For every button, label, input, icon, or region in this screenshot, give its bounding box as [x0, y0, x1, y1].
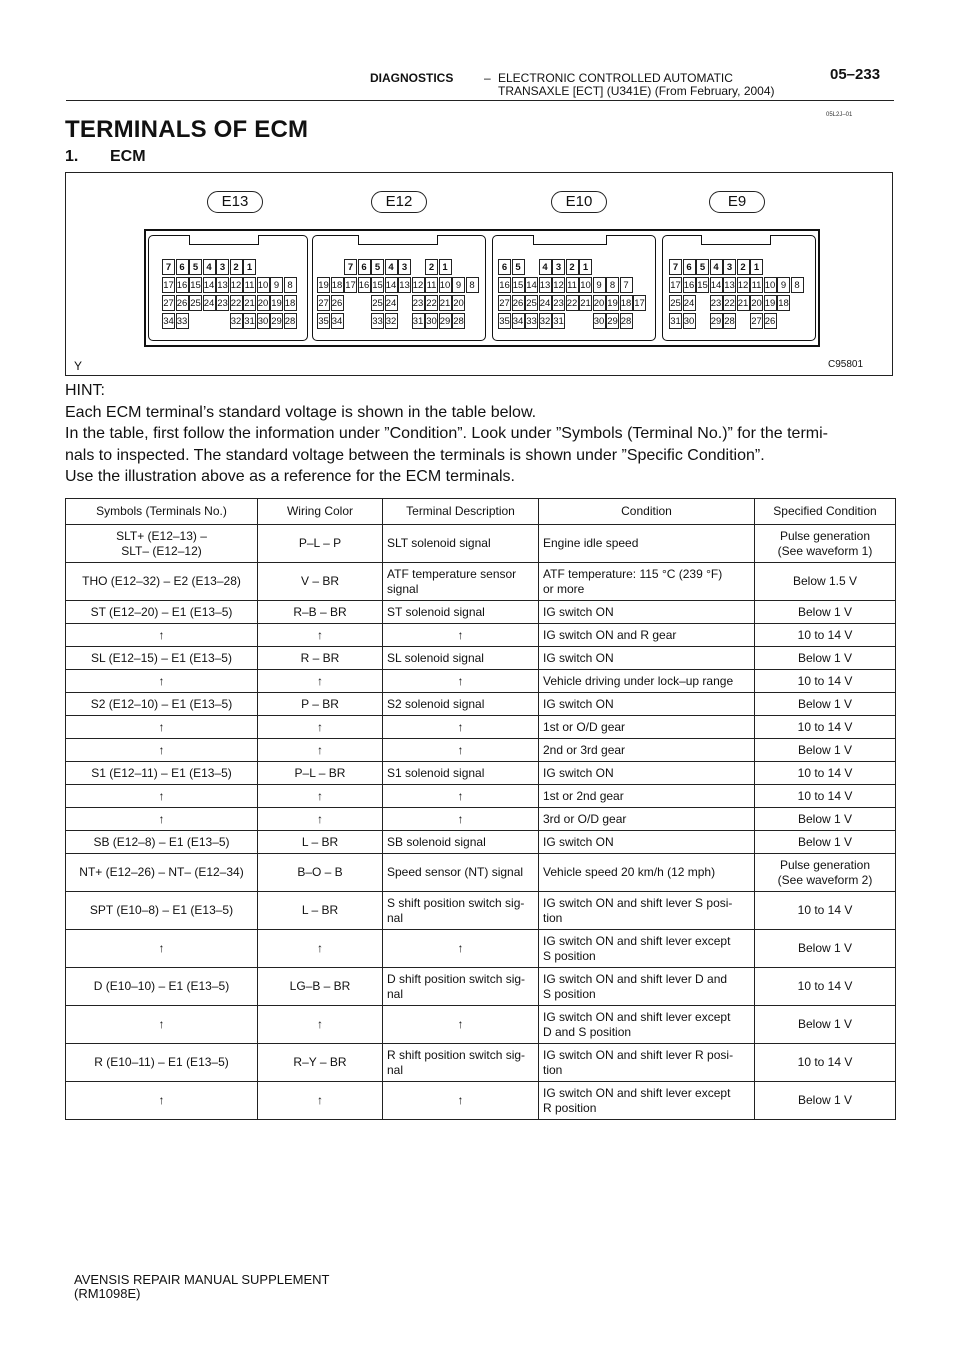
- pin-cell: 1: [750, 259, 763, 275]
- cell-condition: IG switch ON and R gear: [539, 624, 755, 647]
- cell-specified-condition: Below 1 V: [755, 930, 896, 968]
- table-row: [66, 693, 896, 716]
- pin-cell: 32: [539, 313, 552, 329]
- header-dash: –: [484, 71, 491, 85]
- cell-wiring-color: ↑: [258, 785, 383, 808]
- pin-cell: 23: [412, 295, 425, 311]
- cell-wiring-color: R–Y – BR: [258, 1044, 383, 1082]
- pin-cell: 16: [176, 277, 189, 293]
- pin-cell: 20: [257, 295, 270, 311]
- table-row: [66, 601, 896, 624]
- pin-cell: 16: [358, 277, 371, 293]
- connector-latch: [533, 235, 607, 245]
- cell-terminal-description: ↑: [383, 670, 539, 693]
- pin-cell: 2: [425, 259, 438, 275]
- cell-symbols: NT+ (E12–26) – NT– (E12–34): [66, 854, 258, 892]
- pin-cell: 27: [317, 295, 330, 311]
- pin-cell: 23: [710, 295, 723, 311]
- pin-cell: 29: [439, 313, 452, 329]
- hint-line: nals to inspected. The standard voltage between the terminals is shown under ”Specific Condition”.: [65, 446, 765, 464]
- pin-cell: 4: [710, 259, 723, 275]
- cell-specified-condition: 10 to 14 V: [755, 785, 896, 808]
- pin-cell: 35: [498, 313, 511, 329]
- cell-specified-condition: Below 1 V: [755, 739, 896, 762]
- pin-cell: 13: [398, 277, 411, 293]
- pin-cell: 11: [243, 277, 256, 293]
- pin-cell: 34: [512, 313, 525, 329]
- table-row: [66, 739, 896, 762]
- pin-cell: 2: [737, 259, 750, 275]
- pin-cell: 20: [750, 295, 763, 311]
- pin-cell: 21: [439, 295, 452, 311]
- cell-terminal-description: SB solenoid signal: [383, 831, 539, 854]
- pin-cell: 8: [791, 277, 804, 293]
- table-row: [66, 762, 896, 785]
- cell-symbols: SB (E12–8) – E1 (E13–5): [66, 831, 258, 854]
- cell-specified-condition: 10 to 14 V: [755, 624, 896, 647]
- cell-condition: IG switch ON and shift lever S posi- tion: [539, 892, 755, 930]
- pin-cell: 32: [385, 313, 398, 329]
- connector-label-e10: E10: [551, 191, 607, 213]
- pin-cell: 17: [344, 277, 357, 293]
- cell-symbols: R (E10–11) – E1 (E13–5): [66, 1044, 258, 1082]
- pin-cell: 21: [737, 295, 750, 311]
- hint-line: Each ECM terminal’s standard voltage is shown in the table below.: [65, 403, 537, 421]
- cell-terminal-description: R shift position switch sig- nal: [383, 1044, 539, 1082]
- cell-condition: IG switch ON and shift lever except D and S position: [539, 1006, 755, 1044]
- pin-cell: 18: [284, 295, 297, 311]
- cell-condition: IG switch ON and shift lever R posi- tion: [539, 1044, 755, 1082]
- footer-manual-title: AVENSIS REPAIR MANUAL SUPPLEMENT: [74, 1272, 330, 1287]
- cell-specified-condition: Below 1 V: [755, 1082, 896, 1120]
- cell-specified-condition: 10 to 14 V: [755, 670, 896, 693]
- hint-line: In the table, first follow the information under ”Condition”. Look under ”Symbols (Terminal No.)” for the termi-: [65, 425, 828, 442]
- cell-terminal-description: SL solenoid signal: [383, 647, 539, 670]
- cell-condition: 1st or O/D gear: [539, 716, 755, 739]
- table-row: [66, 892, 896, 930]
- pin-cell: 34: [162, 313, 175, 329]
- pin-cell: 14: [525, 277, 538, 293]
- pin-cell: 22: [425, 295, 438, 311]
- cell-terminal-description: S1 solenoid signal: [383, 762, 539, 785]
- table-row: [66, 647, 896, 670]
- cell-wiring-color: ↑: [258, 670, 383, 693]
- pin-cell: 26: [331, 295, 344, 311]
- page-number: 05–233: [830, 66, 881, 83]
- pin-cell: 33: [525, 313, 538, 329]
- subsection-number: 1.: [65, 148, 79, 165]
- cell-terminal-description: D shift position switch sig- nal: [383, 968, 539, 1006]
- cell-symbols: ↑: [66, 670, 258, 693]
- pin-cell: 7: [669, 259, 682, 275]
- hint-label: HINT:: [65, 382, 105, 399]
- pin-cell: 3: [723, 259, 736, 275]
- pin-cell: 19: [764, 295, 777, 311]
- figure-corner-label: Y: [74, 359, 83, 373]
- pin-cell: 18: [777, 295, 790, 311]
- pin-cell: 3: [398, 259, 411, 275]
- pin-cell: 17: [669, 277, 682, 293]
- column-header-symbols: Symbols (Terminals No.): [66, 499, 258, 525]
- page-title: TERMINALS OF ECM: [65, 116, 309, 143]
- cell-condition: Vehicle driving under lock–up range: [539, 670, 755, 693]
- pin-cell: 30: [593, 313, 606, 329]
- cell-condition: 1st or 2nd gear: [539, 785, 755, 808]
- pin-cell: 24: [539, 295, 552, 311]
- table-row: [66, 525, 896, 563]
- cell-symbols: ST (E12–20) – E1 (E13–5): [66, 601, 258, 624]
- cell-wiring-color: P–L – P: [258, 525, 383, 563]
- connector-label-e12: E12: [371, 191, 427, 213]
- table-body: [66, 525, 896, 1120]
- pin-cell: 12: [737, 277, 750, 293]
- pin-cell: 8: [284, 277, 297, 293]
- cell-terminal-description: ↑: [383, 808, 539, 831]
- cell-symbols: ↑: [66, 739, 258, 762]
- cell-specified-condition: 10 to 14 V: [755, 716, 896, 739]
- subsection-label: ECM: [110, 148, 146, 165]
- pin-cell: 24: [203, 295, 216, 311]
- pin-cell: 16: [498, 277, 511, 293]
- cell-wiring-color: ↑: [258, 808, 383, 831]
- pin-cell: 24: [385, 295, 398, 311]
- column-header-terminal-description: Terminal Description: [383, 499, 539, 525]
- pin-cell: 25: [189, 295, 202, 311]
- pin-cell: 5: [696, 259, 709, 275]
- pin-cell: 9: [452, 277, 465, 293]
- pin-cell: 19: [606, 295, 619, 311]
- pin-cell: 21: [579, 295, 592, 311]
- cell-symbols: ↑: [66, 1082, 258, 1120]
- cell-symbols: SL (E12–15) – E1 (E13–5): [66, 647, 258, 670]
- pin-cell: 1: [243, 259, 256, 275]
- pin-cell: 7: [620, 277, 633, 293]
- cell-symbols: D (E10–10) – E1 (E13–5): [66, 968, 258, 1006]
- cell-terminal-description: ↑: [383, 1006, 539, 1044]
- table-row: [66, 1082, 896, 1120]
- cell-symbols: SPT (E10–8) – E1 (E13–5): [66, 892, 258, 930]
- cell-wiring-color: ↑: [258, 1006, 383, 1044]
- pin-cell: 6: [358, 259, 371, 275]
- figure-code: C95801: [828, 359, 864, 370]
- pin-cell: 16: [683, 277, 696, 293]
- cell-condition: IG switch ON: [539, 762, 755, 785]
- cell-symbols: ↑: [66, 785, 258, 808]
- connector-label-e13: E13: [207, 191, 263, 213]
- pin-cell: 6: [176, 259, 189, 275]
- pin-cell: 2: [230, 259, 243, 275]
- reference-code: 05L2J–01: [826, 112, 853, 118]
- cell-terminal-description: ↑: [383, 785, 539, 808]
- pin-cell: 22: [723, 295, 736, 311]
- table-row: [66, 1006, 896, 1044]
- pin-cell: 23: [216, 295, 229, 311]
- pin-cell: 7: [162, 259, 175, 275]
- pin-cell: 15: [512, 277, 525, 293]
- hint-line: Use the illustration above as a reference for the ECM terminals.: [65, 468, 515, 485]
- header-title-line2: TRANSAXLE [ECT] (U341E) (From February, 2004): [498, 84, 775, 98]
- pin-cell: 26: [176, 295, 189, 311]
- cell-symbols: SLT+ (E12–13) – SLT– (E12–12): [66, 525, 258, 563]
- pin-cell: 28: [452, 313, 465, 329]
- pin-cell: 12: [412, 277, 425, 293]
- cell-specified-condition: Below 1 V: [755, 1006, 896, 1044]
- pin-cell: 9: [270, 277, 283, 293]
- pin-cell: 6: [683, 259, 696, 275]
- pin-cell: 27: [162, 295, 175, 311]
- cell-condition: IG switch ON: [539, 601, 755, 624]
- connector-latch: [701, 235, 771, 245]
- pin-cell: 1: [439, 259, 452, 275]
- pin-cell: 23: [552, 295, 565, 311]
- pin-cell: 14: [203, 277, 216, 293]
- cell-specified-condition: Below 1.5 V: [755, 563, 896, 601]
- pin-cell: 1: [579, 259, 592, 275]
- subsection-heading: [65, 148, 146, 166]
- cell-condition: IG switch ON: [539, 647, 755, 670]
- cell-terminal-description: SLT solenoid signal: [383, 525, 539, 563]
- column-header-specified-condition: Specified Condition: [755, 499, 896, 525]
- pin-cell: 14: [710, 277, 723, 293]
- pin-cell: 28: [284, 313, 297, 329]
- cell-terminal-description: ↑: [383, 930, 539, 968]
- connector-label-e9: E9: [709, 191, 765, 213]
- pin-cell: 12: [230, 277, 243, 293]
- hint-block: [65, 380, 905, 488]
- pin-cell: 7: [344, 259, 357, 275]
- pin-cell: 28: [620, 313, 633, 329]
- cell-wiring-color: L – BR: [258, 892, 383, 930]
- pin-cell: 9: [777, 277, 790, 293]
- pin-cell: 31: [412, 313, 425, 329]
- pin-cell: 19: [270, 295, 283, 311]
- header-title-line1: ELECTRONIC CONTROLLED AUTOMATIC: [498, 71, 733, 85]
- pin-cell: 27: [498, 295, 511, 311]
- ecm-connector-figure: [65, 172, 893, 376]
- pin-cell: 32: [230, 313, 243, 329]
- cell-specified-condition: 10 to 14 V: [755, 968, 896, 1006]
- cell-condition: Vehicle speed 20 km/h (12 mph): [539, 854, 755, 892]
- table-row: [66, 930, 896, 968]
- cell-terminal-description: ST solenoid signal: [383, 601, 539, 624]
- cell-terminal-description: ATF temperature sensor signal: [383, 563, 539, 601]
- header-rule: [66, 100, 894, 101]
- cell-condition: IG switch ON: [539, 831, 755, 854]
- pin-cell: 21: [243, 295, 256, 311]
- cell-terminal-description: ↑: [383, 1082, 539, 1120]
- cell-specified-condition: 10 to 14 V: [755, 762, 896, 785]
- cell-symbols: ↑: [66, 930, 258, 968]
- pin-cell: 27: [750, 313, 763, 329]
- pin-cell: 4: [385, 259, 398, 275]
- cell-specified-condition: Below 1 V: [755, 601, 896, 624]
- cell-specified-condition: Pulse generation (See waveform 2): [755, 854, 896, 892]
- pin-cell: 17: [633, 295, 646, 311]
- cell-symbols: S1 (E12–11) – E1 (E13–5): [66, 762, 258, 785]
- cell-condition: 2nd or 3rd gear: [539, 739, 755, 762]
- pin-cell: 3: [552, 259, 565, 275]
- pin-cell: 33: [371, 313, 384, 329]
- header-section: DIAGNOSTICS: [370, 71, 454, 85]
- pin-cell: 29: [710, 313, 723, 329]
- pin-cell: 10: [439, 277, 452, 293]
- pin-cell: 20: [452, 295, 465, 311]
- cell-condition: IG switch ON and shift lever except S position: [539, 930, 755, 968]
- cell-symbols: THO (E12–32) – E2 (E13–28): [66, 563, 258, 601]
- pin-cell: 22: [230, 295, 243, 311]
- column-header-wiring-color: Wiring Color: [258, 499, 383, 525]
- ecm-terminal-table: [65, 498, 896, 1120]
- pin-cell: 5: [512, 259, 525, 275]
- connector-latch: [358, 235, 438, 245]
- pin-cell: 29: [270, 313, 283, 329]
- cell-wiring-color: ↑: [258, 624, 383, 647]
- table-row: [66, 1044, 896, 1082]
- pin-cell: 2: [566, 259, 579, 275]
- cell-specified-condition: Below 1 V: [755, 693, 896, 716]
- table-row: [66, 716, 896, 739]
- pin-cell: 5: [371, 259, 384, 275]
- cell-condition: ATF temperature: 115 °C (239 °F) or more: [539, 563, 755, 601]
- cell-specified-condition: 10 to 14 V: [755, 892, 896, 930]
- pin-cell: 10: [579, 277, 592, 293]
- pin-cell: 13: [216, 277, 229, 293]
- cell-symbols: S2 (E12–10) – E1 (E13–5): [66, 693, 258, 716]
- cell-wiring-color: L – BR: [258, 831, 383, 854]
- cell-wiring-color: P–L – BR: [258, 762, 383, 785]
- table-row: [66, 808, 896, 831]
- cell-specified-condition: Below 1 V: [755, 808, 896, 831]
- pin-cell: 31: [243, 313, 256, 329]
- cell-terminal-description: ↑: [383, 624, 539, 647]
- cell-wiring-color: R – BR: [258, 647, 383, 670]
- pin-cell: 31: [552, 313, 565, 329]
- pin-cell: 13: [539, 277, 552, 293]
- pin-cell: 14: [385, 277, 398, 293]
- cell-terminal-description: ↑: [383, 739, 539, 762]
- cell-terminal-description: S2 solenoid signal: [383, 693, 539, 716]
- table-row: [66, 854, 896, 892]
- cell-specified-condition: Pulse generation (See waveform 1): [755, 525, 896, 563]
- table-row: [66, 624, 896, 647]
- cell-specified-condition: Below 1 V: [755, 831, 896, 854]
- cell-wiring-color: V – BR: [258, 563, 383, 601]
- cell-condition: 3rd or O/D gear: [539, 808, 755, 831]
- cell-terminal-description: Speed sensor (NT) signal: [383, 854, 539, 892]
- footer-manual-code: (RM1098E): [74, 1286, 141, 1301]
- table-row: [66, 670, 896, 693]
- cell-wiring-color: ↑: [258, 930, 383, 968]
- cell-specified-condition: Below 1 V: [755, 647, 896, 670]
- pin-cell: 5: [189, 259, 202, 275]
- pin-cell: 4: [203, 259, 216, 275]
- cell-wiring-color: B–O – B: [258, 854, 383, 892]
- pin-cell: 10: [764, 277, 777, 293]
- pin-cell: 17: [162, 277, 175, 293]
- pin-cell: 25: [669, 295, 682, 311]
- cell-symbols: ↑: [66, 716, 258, 739]
- cell-symbols: ↑: [66, 1006, 258, 1044]
- cell-symbols: ↑: [66, 808, 258, 831]
- pin-cell: 35: [317, 313, 330, 329]
- pin-cell: 34: [331, 313, 344, 329]
- pin-cell: 8: [466, 277, 479, 293]
- pin-cell: 30: [257, 313, 270, 329]
- pin-cell: 11: [425, 277, 438, 293]
- cell-wiring-color: ↑: [258, 716, 383, 739]
- cell-wiring-color: R–B – BR: [258, 601, 383, 624]
- cell-symbols: ↑: [66, 624, 258, 647]
- pin-cell: 20: [593, 295, 606, 311]
- cell-condition: IG switch ON: [539, 693, 755, 716]
- pin-cell: 11: [750, 277, 763, 293]
- pin-cell: 25: [525, 295, 538, 311]
- pin-cell: 12: [552, 277, 565, 293]
- cell-wiring-color: ↑: [258, 1082, 383, 1120]
- cell-wiring-color: LG–B – BR: [258, 968, 383, 1006]
- column-header-condition: Condition: [539, 499, 755, 525]
- cell-terminal-description: ↑: [383, 716, 539, 739]
- pin-cell: 30: [425, 313, 438, 329]
- pin-cell: 30: [683, 313, 696, 329]
- pin-cell: 24: [683, 295, 696, 311]
- cell-terminal-description: S shift position switch sig- nal: [383, 892, 539, 930]
- pin-cell: 3: [216, 259, 229, 275]
- pin-cell: 26: [764, 313, 777, 329]
- pin-cell: 28: [723, 313, 736, 329]
- table-row: [66, 785, 896, 808]
- cell-condition: Engine idle speed: [539, 525, 755, 563]
- cell-wiring-color: P – BR: [258, 693, 383, 716]
- pin-cell: 15: [696, 277, 709, 293]
- cell-condition: IG switch ON and shift lever except R position: [539, 1082, 755, 1120]
- pin-cell: 26: [512, 295, 525, 311]
- pin-cell: 9: [593, 277, 606, 293]
- cell-condition: IG switch ON and shift lever D and S position: [539, 968, 755, 1006]
- pin-cell: 15: [371, 277, 384, 293]
- connector-latch: [189, 235, 259, 245]
- pin-cell: 31: [669, 313, 682, 329]
- table-row: [66, 968, 896, 1006]
- pin-cell: 4: [539, 259, 552, 275]
- pin-cell: 22: [566, 295, 579, 311]
- pin-cell: 10: [257, 277, 270, 293]
- pin-cell: 13: [723, 277, 736, 293]
- table-header-row: [66, 499, 896, 525]
- table-row: [66, 831, 896, 854]
- cell-specified-condition: 10 to 14 V: [755, 1044, 896, 1082]
- pin-cell: 15: [189, 277, 202, 293]
- pin-cell: 18: [331, 277, 344, 293]
- pin-cell: 18: [620, 295, 633, 311]
- pin-cell: 29: [606, 313, 619, 329]
- pin-cell: 33: [176, 313, 189, 329]
- pin-cell: 11: [566, 277, 579, 293]
- pin-cell: 8: [606, 277, 619, 293]
- cell-wiring-color: ↑: [258, 739, 383, 762]
- table-row: [66, 563, 896, 601]
- pin-cell: 19: [317, 277, 330, 293]
- pin-cell: 25: [371, 295, 384, 311]
- pin-cell: 6: [498, 259, 511, 275]
